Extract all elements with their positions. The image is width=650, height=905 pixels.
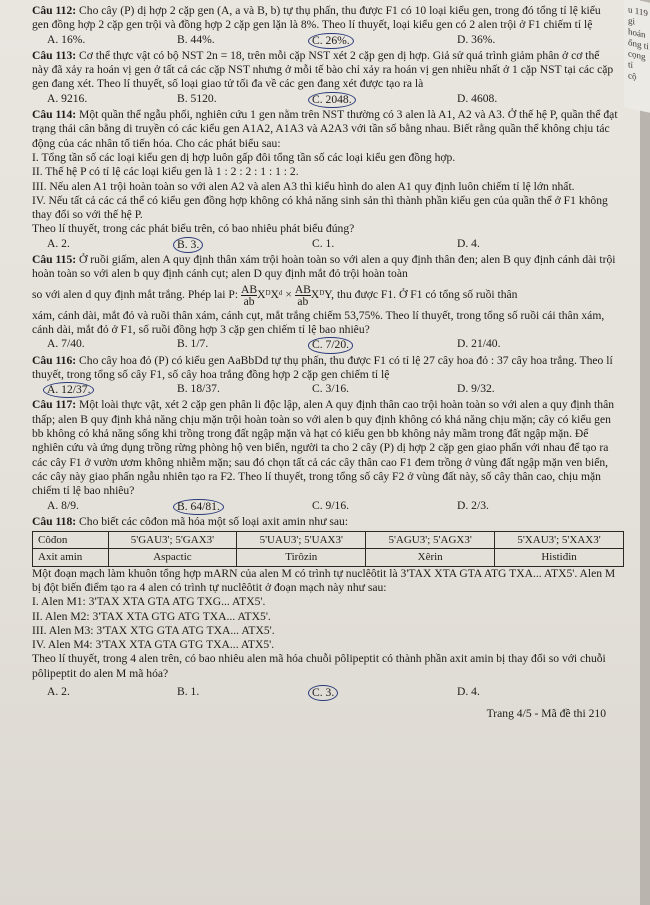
option-c[interactable]: C. 9/16.	[312, 498, 350, 512]
question-116	[32, 354, 618, 383]
answer-options	[32, 499, 618, 515]
question-label: Câu 116:	[32, 353, 77, 367]
cross-mid: XᴰXᵈ ×	[257, 287, 292, 301]
table-cell: Xêrin	[366, 549, 495, 566]
option-a[interactable]: A. 9216.	[47, 91, 88, 105]
option-b[interactable]: B. 44%.	[177, 32, 215, 46]
statement-3: III. Nếu alen A1 trội hoàn toàn so với alen A2 và alen A3 thì kiểu hình do alen A1 quy định luôn chiếm tỉ lệ lớn nhất.	[32, 179, 575, 193]
option-c[interactable]: C. 1.	[312, 236, 335, 250]
question-text: Một quần thể ngẫu phối, nghiên cứu 1 gen nằm trên NST thường có 3 alen là A1, A2 và A3. Ở thế hệ P, quần thể đạt trạng thái cân bằng di truyền có các kiểu gen A1A2, A1A3 và A2A3 với tần số bằng nhau. Biết rằng quần thể không chịu tác động của các nhân tố tiến hóa. Cho các phát biểu sau:	[32, 108, 618, 150]
option-a[interactable]: A. 2.	[47, 236, 70, 250]
option-c-circled[interactable]: C. 7/20.	[308, 337, 353, 353]
table-cell: 5'XAU3'; 5'XAX3'	[495, 532, 624, 549]
option-d[interactable]: D. 36%.	[457, 32, 496, 46]
question-114	[32, 108, 618, 151]
option-b-circled[interactable]: B. 3.	[173, 237, 203, 253]
option-c[interactable]: C. 3/16.	[312, 382, 350, 396]
question-text: Cho cây hoa đỏ (P) có kiểu gen AaBbDd tự thụ phấn, thu được F1 có tỉ lệ 27 cây hoa đỏ : 37 cây hoa trắng. Theo lí thuyết, trong tổng số cây F1, số cây hoa trắng đồng hợp 2 cặp gen chiếm tỉ lệ	[32, 353, 613, 381]
option-c-circled[interactable]: C. 26%.	[308, 33, 354, 49]
question-115	[32, 253, 618, 282]
question-label: Câu 112:	[32, 4, 77, 17]
cross-intro: so với alen d quy định mắt trắng. Phép lai P:	[32, 287, 239, 301]
option-a[interactable]: A. 8/9.	[47, 498, 79, 512]
allele-m4: IV. Alen M4: 3'TAX XTA GTA GTG TXA... ATX5'.	[32, 638, 275, 652]
answer-options	[32, 92, 618, 108]
question-112	[32, 4, 618, 33]
option-b[interactable]: B. 1/7.	[177, 337, 209, 351]
option-b-circled[interactable]: B. 64/81.	[173, 499, 224, 515]
cross-line	[32, 284, 618, 307]
table-cell: 5'UAU3'; 5'UAX3'	[237, 532, 366, 549]
question-text: Ở ruồi giấm, alen A quy định thân xám trội hoàn toàn so với alen a quy định thân đen; alen B quy định cánh dài trội hoàn toàn so với alen b quy định cánh cụt; alen D quy định mắt đỏ trội hoàn toàn	[32, 253, 616, 281]
question-label: Câu 118:	[32, 514, 77, 528]
allele-m1: I. Alen M1: 3'TAX XTA GTA ATG TXG... ATX5'.	[32, 595, 266, 609]
statement-1: I. Tổng tần số các loại kiểu gen dị hợp luôn gấp đôi tổng tần số các loại kiểu gen đồng hợp.	[32, 150, 456, 164]
question-text: Một loài thực vật, xét 2 cặp gen phân li độc lập, alen A quy định thân cao trội hoàn toàn so với alen a quy định thân thấp; alen B quy định khả năng chịu mặn trội hoàn toàn so với alen b quy định không có khả năng chịu mặn; cây có kiểu gen bb không có khả năng sống khi trồng trong đất ngập mặn và hạt có kiểu gen bb không nảy mầm trong đất ngập mặn. Để nghiên cứu và ứng dụng trồng rừng phòng hộ ven biển, người ta cho 2 cây (P) dị hợp 2 cặp gen giao phấn với nhau để tạo ra các cây F1 ở vườn ươm không nhiễm mặn; sau đó chọn tất cả các cây thân cao F1 đem trồng ở vùng đất ngập mặn ven biển, các cây này giao phấn ngẫu nhiên tạo ra F2. Theo lí thuyết, trong tổng số cây F2 ở vùng đất này, số cây thân cao, chịu mặn chiếm tỉ lệ bao nhiêu?	[32, 398, 615, 498]
allele-m3: III. Alen M3: 3'TAX XTG GTA ATG TXA... ATX5'.	[32, 623, 275, 637]
fraction-denominator: ab	[243, 294, 255, 308]
question-label: Câu 113:	[32, 48, 77, 62]
answer-options	[32, 382, 618, 398]
table-cell: Axit amin	[33, 549, 109, 566]
option-d[interactable]: D. 21/40.	[457, 337, 501, 351]
adjacent-page-edge: u 119 gi hoán ổng tỉ cọng tỉ cộ	[624, 0, 650, 113]
question-117	[32, 398, 618, 498]
answer-options	[32, 685, 618, 701]
question-text: Cho cây (P) dị hợp 2 cặp gen (A, a và B, b) tự thụ phấn, thu được F1 có 10 loại kiểu gen, trong đó tổng tỉ lệ kiểu gen đồng hợp 2 cặp gen trội và đồng hợp 2 cặp gen lặn là 8%. Theo lí thuyết, loại kiểu gen có 2 alen trội ở F1 chiếm tỉ lệ	[32, 4, 601, 32]
question-label: Câu 115:	[32, 253, 77, 267]
fraction-numerator: AB	[294, 282, 311, 296]
option-b[interactable]: B. 1.	[177, 685, 200, 699]
question-text: Cho biết các côđon mã hóa một số loại axit amin như sau:	[76, 514, 349, 528]
option-d[interactable]: D. 4.	[457, 236, 480, 250]
table-cell: Histiđin	[495, 549, 624, 566]
table-cell: Aspactic	[108, 549, 237, 566]
cross-end: XᴰY, thu được F1. Ở F1 có tổng số ruồi thân	[310, 287, 518, 301]
option-d[interactable]: D. 4.	[457, 685, 480, 699]
fraction-numerator: AB	[241, 282, 258, 296]
table-cell: 5'GAU3'; 5'GAX3'	[108, 532, 237, 549]
option-d[interactable]: D. 4608.	[457, 91, 498, 105]
option-c-circled[interactable]: C. 2048.	[308, 92, 356, 108]
question-text-cont: xám, cánh dài, mắt đỏ và ruồi thân xám, cánh cụt, mắt trắng chiếm 53,75%. Theo lí thuyết, trong tổng số ruồi cái thân xám, cánh dài, mắt đỏ ở F1, số ruồi đồng hợp 3 cặp gen chiếm tỉ lệ bao nhiêu?	[32, 308, 605, 336]
table-cell: Tirôzin	[237, 549, 366, 566]
option-a[interactable]: A. 16%.	[47, 32, 86, 46]
question-118	[32, 515, 618, 529]
genotype-fraction	[295, 284, 311, 307]
table-row	[33, 549, 624, 566]
statement-4: IV. Nếu tất cả các cá thể có kiểu gen đồng hợp không có khả năng sinh sản thì thành phần kiểu gen của quần thể ở F1 không thay đổi so với thế hệ P.	[32, 193, 608, 222]
question-prompt: Theo lí thuyết, trong 4 alen trên, có bao nhiêu alen mã hóa chuỗi pôlipeptit có thành phần axit amin bị thay đổi so với chuỗi pôlipeptit do alen M mã hóa?	[32, 652, 606, 680]
page-footer: Trang 4/5 - Mã đề thi 210	[486, 707, 606, 721]
question-prompt: Theo lí thuyết, trong các phát biểu trên, có bao nhiêu phát biểu đúng?	[32, 222, 355, 236]
option-a-circled[interactable]: A. 12/37.	[43, 382, 94, 398]
table-cell: Côđon	[33, 532, 109, 549]
fraction-denominator: ab	[297, 294, 309, 308]
statement-2: II. Thế hệ P có tỉ lệ các loại kiểu gen là 1 : 2 : 2 : 1 : 1 : 2.	[32, 165, 299, 179]
option-a[interactable]: A. 2.	[47, 685, 70, 699]
codon-table	[32, 531, 624, 567]
question-label: Câu 114:	[32, 108, 77, 122]
question-113	[32, 49, 618, 92]
question-text-cont: Một đoạn mạch làm khuôn tổng hợp mARN của alen M có trình tự nuclêôtit là 3'TAX XTA GTA ATG TXA... ATX5'. Alen M bị đột biến điểm tạo ra 4 alen có trình tự nuclêôtit ở đoạn mạch này như sau:	[32, 566, 616, 594]
table-cell: 5'AGU3'; 5'AGX3'	[366, 532, 495, 549]
question-text: Cơ thể thực vật có bộ NST 2n = 18, trên mỗi cặp NST xét 2 cặp gen dị hợp. Giả sử quá trình giảm phân ở cơ thể này đã xảy ra hoán vị gen ở tất cả các cặp NST nhưng ở mỗi tế bào chỉ xảy ra hoán vị gen nhiều nhất ở 1 cặp NST tại các cặp gen đang xét. Theo lí thuyết, số loại giao tử tối đa về các gen đang xét được tạo ra là	[32, 48, 614, 91]
question-label: Câu 117:	[32, 398, 77, 412]
option-d[interactable]: D. 2/3.	[457, 498, 489, 512]
table-row	[33, 532, 624, 549]
option-a[interactable]: A. 7/40.	[47, 337, 85, 351]
option-d[interactable]: D. 9/32.	[457, 382, 495, 396]
answer-options	[32, 33, 618, 49]
allele-m2: II. Alen M2: 3'TAX XTA GTG ATG TXA... ATX5'.	[32, 609, 271, 623]
answer-options	[32, 337, 618, 353]
option-c-circled[interactable]: C. 3.	[308, 685, 338, 701]
option-b[interactable]: B. 5120.	[177, 91, 217, 105]
genotype-fraction	[241, 284, 257, 307]
option-b[interactable]: B. 18/37.	[177, 382, 220, 396]
answer-options	[32, 237, 618, 253]
